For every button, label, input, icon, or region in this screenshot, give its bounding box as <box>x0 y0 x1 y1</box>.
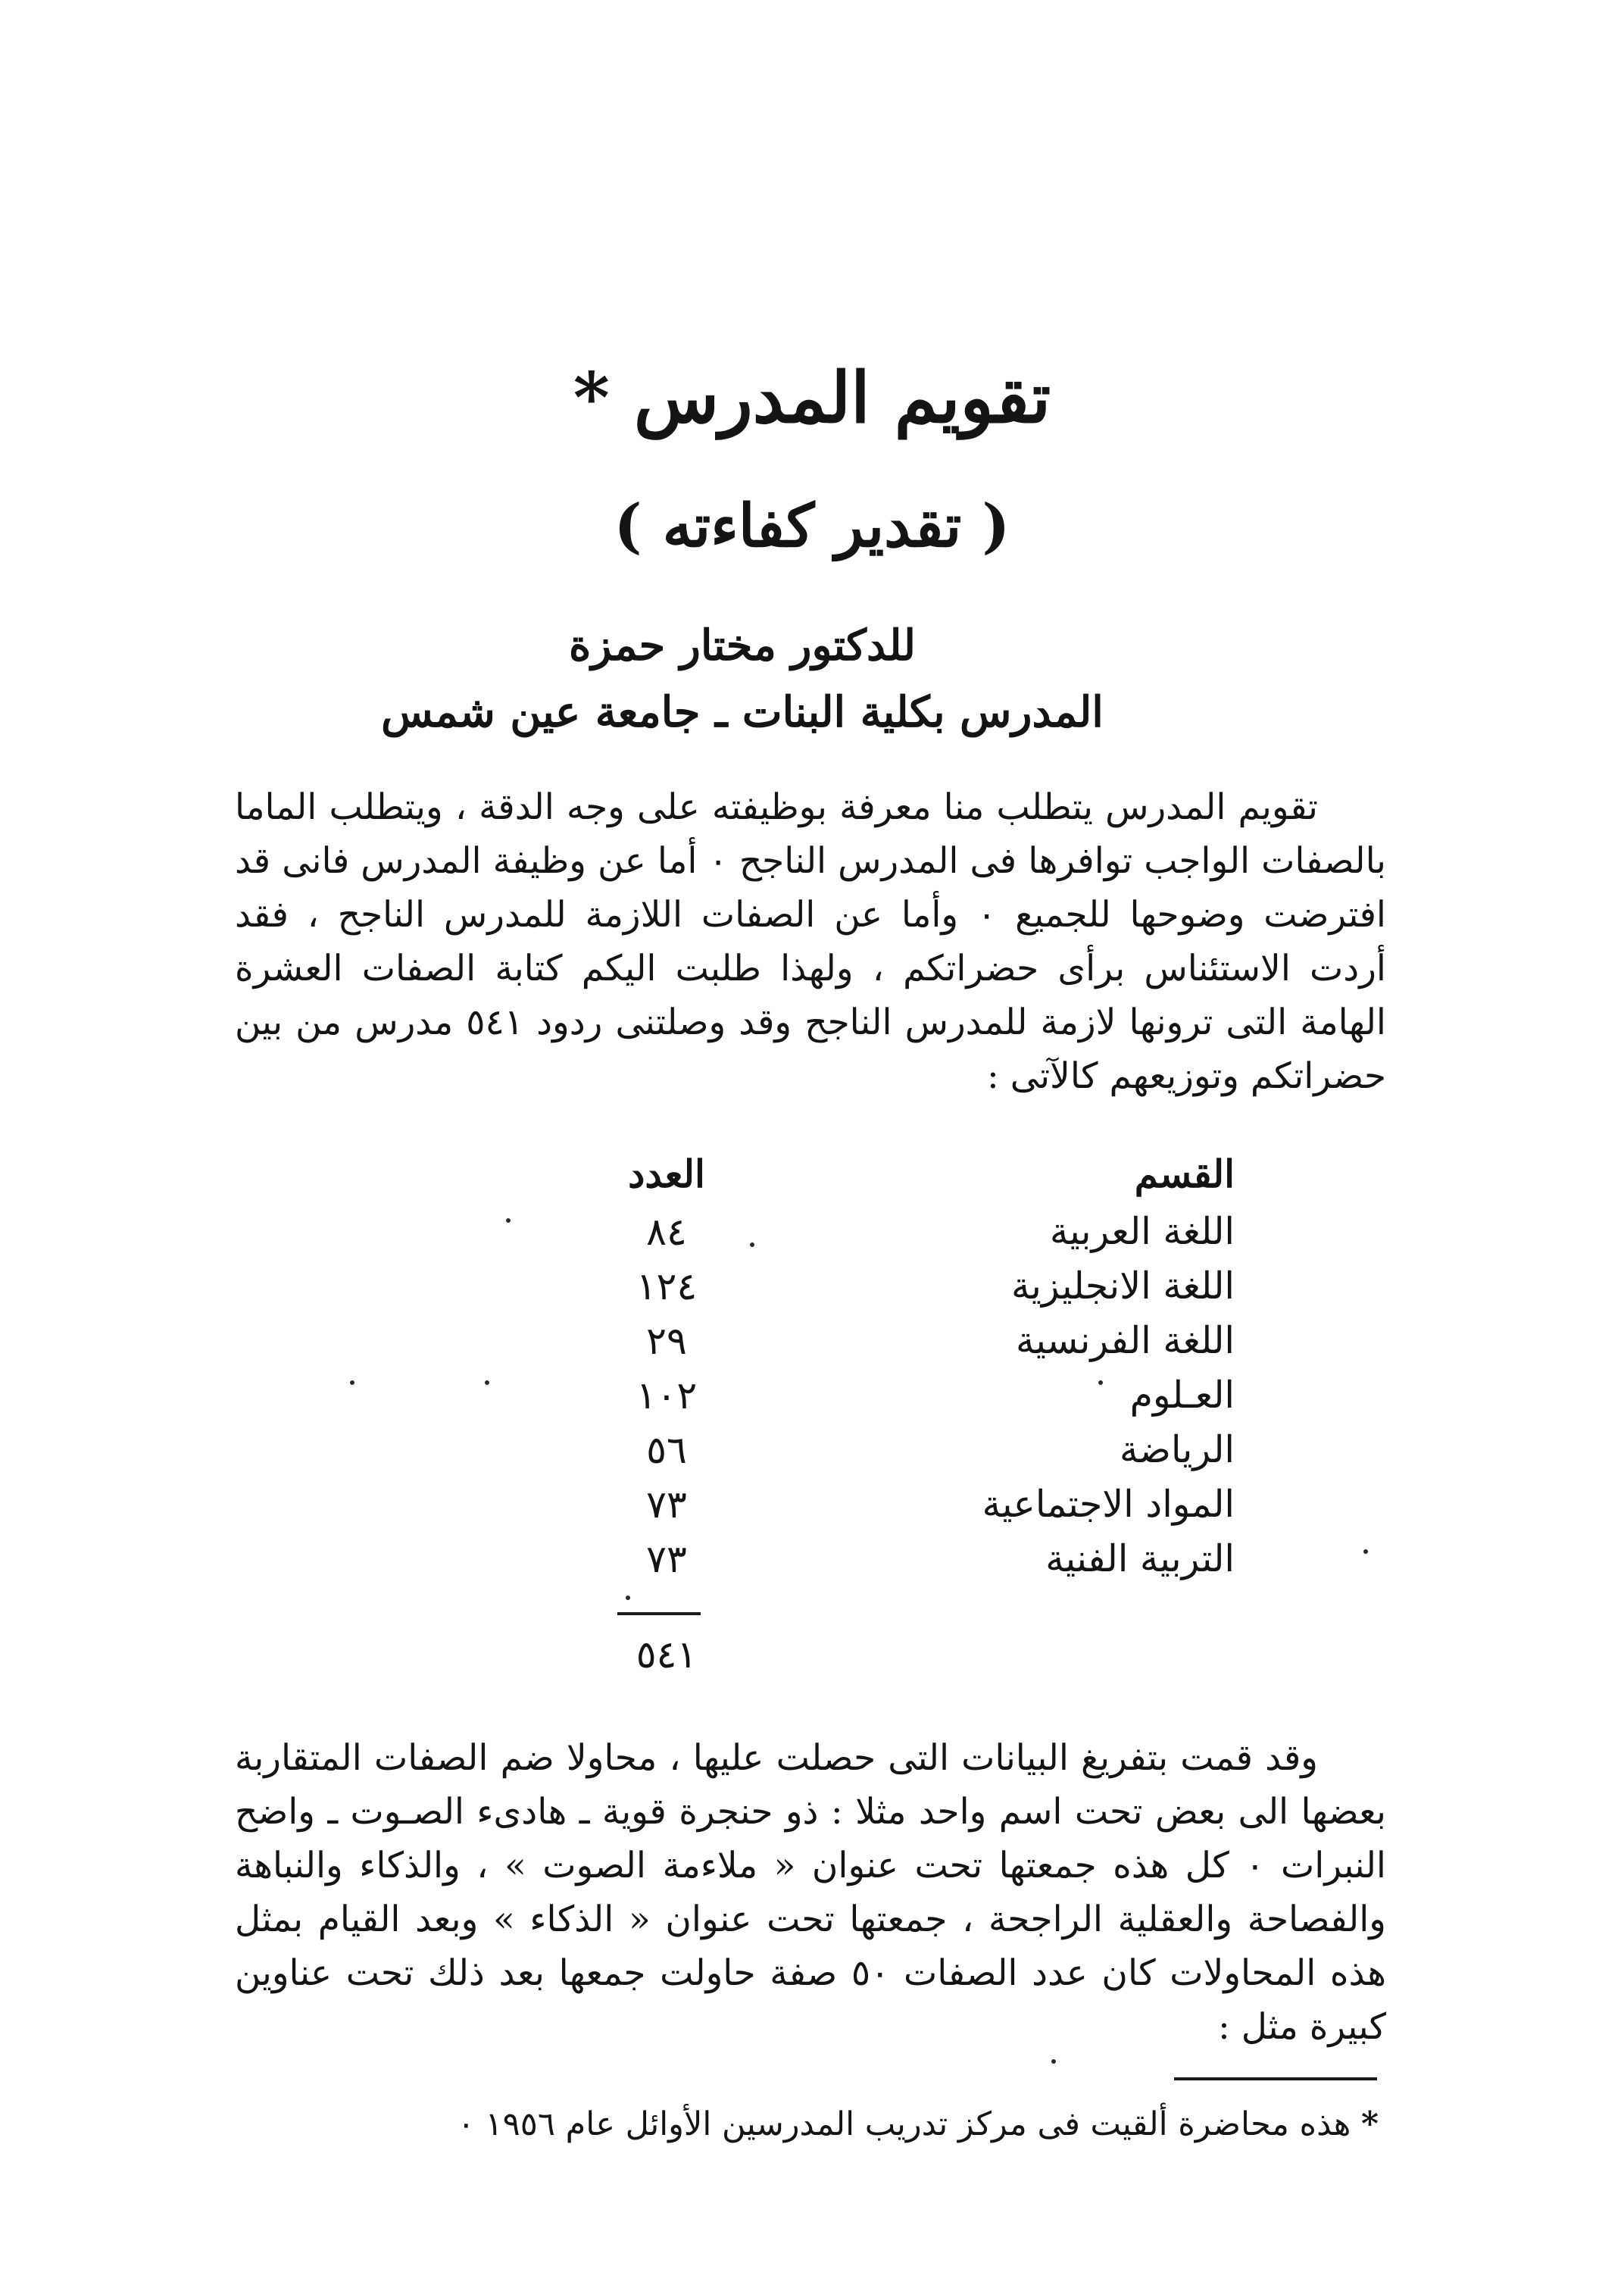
count-cell: ٧٣ <box>646 1483 687 1527</box>
table-row <box>0 1423 1624 1477</box>
scan-speck <box>485 1380 489 1385</box>
scan-speck <box>1098 1380 1103 1385</box>
footnote-marker: * <box>1360 2105 1379 2143</box>
author-affiliation: المدرس بكلية البنات ـ جامعة عين شمس <box>381 687 1104 737</box>
footnote-divider <box>1174 2077 1377 2080</box>
scan-speck <box>1363 1549 1368 1554</box>
table-row <box>0 1368 1624 1423</box>
intro-paragraph: تقويم المدرس يتطلب منا معرفة بوظيفته على وجه الدقة ، ويتطلب الماما بالصفات الواجب توافرها فى المدرس الناجح ٠ أما عن وظيفة المدرس فانى قد افترضت وضوحها للجميع ٠ وأما عن الصفات اللازمة للمدرس الناجح ، فقد أردت الاستئناس برأى حضراتكم ، ولهذا طلبت اليكم كتابة الصفات العشرة الهامة التى ترونها لازمة للمدرس الناجح وقد وصلتنى ردود ٥٤١ مدرس من بين حضراتكم وتوزيعهم كالآتى : <box>235 786 1387 1097</box>
scan-speck <box>350 1380 354 1385</box>
scan-speck <box>750 1242 754 1247</box>
department-cell: اللغة الفرنسية <box>1015 1319 1235 1362</box>
department-cell: اللغة العربية <box>1049 1210 1235 1253</box>
distribution-table <box>0 1205 1624 1586</box>
table-total: ٥٤١ <box>636 1633 698 1677</box>
author-block <box>318 612 1166 745</box>
table-row <box>0 1205 1624 1259</box>
table-row <box>0 1259 1624 1314</box>
count-cell: ١٠٢ <box>636 1374 698 1417</box>
table-row <box>0 1532 1624 1586</box>
count-cell: ٢٩ <box>646 1319 687 1363</box>
table-header-department: القسم <box>1134 1152 1235 1196</box>
department-cell: الرياضة <box>1119 1428 1235 1471</box>
author-name: للدكتور مختار حمزة <box>569 620 916 670</box>
scan-speck <box>506 1218 511 1223</box>
second-paragraph-block <box>235 1731 1386 2054</box>
department-cell: التربية الفنية <box>1045 1537 1235 1580</box>
count-cell: ١٢٤ <box>636 1264 698 1308</box>
intro-paragraph-block <box>235 780 1386 1103</box>
footnote-text: هذه محاضرة ألقيت فى مركز تدريب المدرسين الأوائل عام ١٩٥٦ ٠ <box>457 2105 1351 2143</box>
count-cell: ٥٦ <box>646 1428 687 1472</box>
department-cell: العـلوم <box>1129 1374 1235 1417</box>
table-row <box>0 1314 1624 1368</box>
scan-speck <box>626 1596 630 1600</box>
scan-speck <box>1051 2059 1056 2064</box>
footnote <box>288 2097 1379 2152</box>
second-paragraph: وقد قمت بتفريغ البيانات التى حصلت عليها ، محاولا ضم الصفات المتقاربة بعضها الى بعض تحت اسم واحد مثلا : ذو حنجرة قوية ـ هادىء الصـوت ـ واضح النبرات ٠ كل هذه جمعتها تحت عنوان « ملاءمة الصوت » ، والذكاء والنباهة والفصاحة والعقلية الراجحة ، جمعتها تحت عنوان « الذكاء » وبعد القيام بمثل هذه المحاولات كان عدد الصفات ٥٠ صفة حاولت جمعها بعد ذلك تحت عناوين كبيرة مثل : <box>235 1737 1386 2048</box>
table-row <box>0 1477 1624 1532</box>
count-cell: ٨٤ <box>646 1210 687 1254</box>
article-subtitle: ( تقدير كفاءته ) <box>614 492 1010 561</box>
table-header-count: العدد <box>628 1152 705 1196</box>
article-title: تقويم المدرس * <box>573 357 1051 439</box>
count-cell: ٧٣ <box>646 1537 687 1581</box>
total-divider <box>617 1612 701 1615</box>
department-cell: المواد الاجتماعية <box>982 1483 1235 1526</box>
department-cell: اللغة الانجليزية <box>1010 1264 1235 1308</box>
